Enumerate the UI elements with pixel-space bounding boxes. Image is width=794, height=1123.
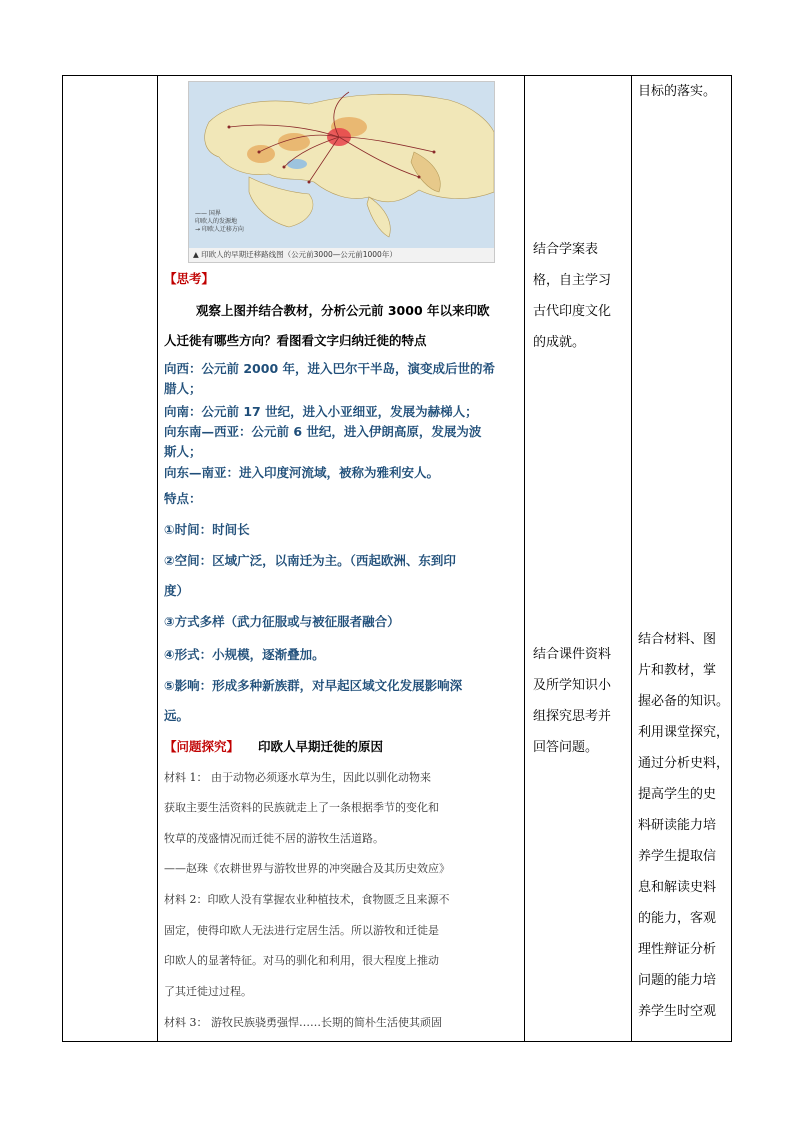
material-1-line-2: 获取主要生活资料的民族就走上了一条根据季节的变化和: [164, 801, 439, 814]
question-line-1: 观察上图并结合教材，分析公元前 3000 年以来印欧: [196, 303, 490, 318]
activity-block-2: [533, 639, 611, 763]
inquiry-label: 【问题探究】: [164, 739, 240, 754]
text-line: 的成就。: [533, 335, 586, 350]
text-line: 利用课堂探究，: [638, 725, 730, 740]
text-line: 提高学生的史: [638, 787, 717, 802]
text-line: 料研读能力培: [638, 818, 717, 833]
material-3-line-1: 材料 3： 游牧民族骁勇强悍……长期的简朴生活使其顽固: [164, 1016, 442, 1029]
map-legend: [195, 210, 244, 234]
direction-south: 向南：公元前 17 世纪，进入小亚细亚，发展为赫梯人；: [164, 404, 478, 419]
feature-method: ③方式多样（武力征服或与被征服者融合）: [164, 614, 400, 629]
material-1-source: ——赵珠《农耕世界与游牧世界的冲突融合及其历史效应》: [164, 862, 450, 875]
text-line: 格，自主学习: [533, 273, 612, 288]
feature-space: ②空间：区域广泛，以南迁为主。（西起欧洲、东到印: [164, 553, 456, 568]
migration-map: [188, 81, 495, 263]
legend-item: —— 国界: [195, 210, 221, 217]
legend-item: → 印欧人迁移方向: [195, 226, 244, 233]
material-1-line-1: 材料 1： 由于动物必须逐水草为生，因此以驯化动物来: [164, 771, 431, 784]
text-line: 结合课件资料: [533, 647, 612, 662]
features-label: 特点：: [164, 491, 202, 506]
legend-item: 印欧人的发源地: [195, 218, 238, 225]
text-line: 问题的能力培: [638, 973, 717, 988]
question-line-2: 人迁徙有哪些方向？看图看文字归纳迁徙的特点: [164, 333, 427, 348]
text-line: 的能力，客观: [638, 911, 717, 926]
direction-southeast: 向东南—西亚：公元前 6 世纪，进入伊朗高原，发展为波: [164, 424, 482, 439]
text-line: 片和教材，掌: [638, 663, 717, 678]
activity-block-1: [533, 234, 611, 358]
text-line: 组探究思考并: [533, 709, 612, 724]
text-line: 养学生提取信: [638, 849, 717, 864]
text-line: 回答问题。: [533, 740, 599, 755]
feature-space-cont: 度）: [164, 583, 190, 598]
text-line: 息和解读史料: [638, 880, 717, 895]
text-line: 结合学案表: [533, 242, 599, 257]
material-2-line-3: 印欧人的显著特征。对马的驯化和利用，很大程度上推动: [164, 954, 439, 967]
text-line: 通过分析史料，: [638, 756, 730, 771]
feature-time: ①时间：时间长: [164, 522, 250, 537]
text-line: 握必备的知识。: [638, 694, 730, 709]
direction-west-cont: 腊人；: [164, 381, 202, 396]
feature-form: ④形式：小规模，逐渐叠加。: [164, 647, 325, 662]
inquiry-title: 印欧人早期迁徙的原因: [258, 739, 384, 754]
material-2-line-1: 材料 2：印欧人没有掌握农业种植技术，食物匮乏且来源不: [164, 893, 450, 906]
text-line: 及所学知识小: [533, 678, 612, 693]
text-line: 养学生时空观: [638, 1004, 717, 1019]
intent-column: [632, 76, 732, 1041]
think-label: 【思考】: [164, 271, 215, 286]
feature-influence-cont: 远。: [164, 708, 190, 723]
text-line: 古代印度文化: [533, 304, 612, 319]
direction-east: 向东—南亚：进入印度河流域，被称为雅利安人。: [164, 465, 440, 480]
lesson-table: [62, 75, 732, 1042]
activity-column: [525, 76, 631, 1041]
intent-block: [638, 624, 729, 1027]
direction-southeast-cont: 斯人；: [164, 444, 202, 459]
feature-influence: ⑤影响：形成多种新族群，对早起区域文化发展影响深: [164, 678, 463, 693]
map-caption: ▲ 印欧人的早期迁移路线图（公元前3000—公元前1000年）: [189, 248, 494, 262]
text-line: 结合材料、图: [638, 632, 717, 647]
content-column: [158, 76, 524, 1041]
material-2-line-4: 了其迁徙过过程。: [164, 985, 252, 998]
intent-top-text: 目标的落实。: [638, 84, 717, 99]
direction-west: 向西：公元前 2000 年，进入巴尔干半岛，演变成后世的希: [164, 361, 495, 376]
text-line: 理性辩证分析: [638, 942, 717, 957]
material-2-line-2: 固定，使得印欧人无法进行定居生活。所以游牧和迁徙是: [164, 924, 439, 937]
material-1-line-3: 牧草的茂盛情况而迁徙不居的游牧生活道路。: [164, 832, 384, 845]
